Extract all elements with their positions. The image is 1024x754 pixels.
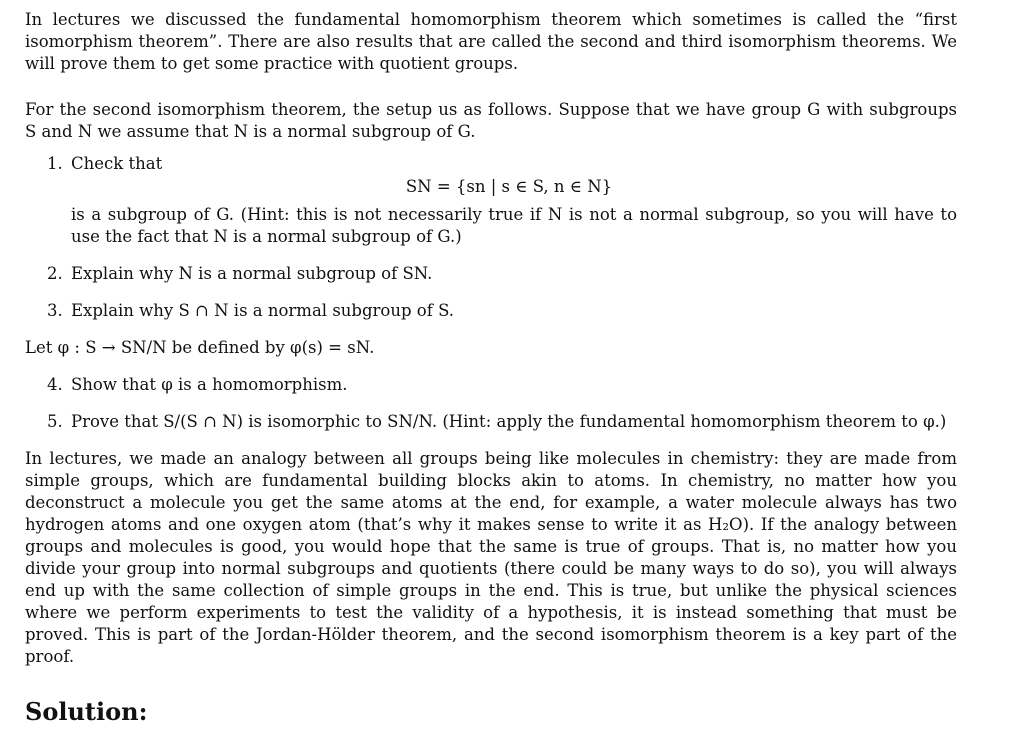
problem-document xyxy=(25,0,957,727)
item-text: Explain why N is a normal subgroup of SN. xyxy=(71,264,433,283)
item-text: Prove that S/(S ∩ N) is isomorphic to SN/N. (Hint: apply the fundamental homomorphism theorem to φ.) xyxy=(71,412,947,431)
list-item xyxy=(25,263,957,285)
item-text: Show that φ is a homomorphism. xyxy=(71,375,348,394)
list-item xyxy=(25,374,957,396)
item-number: 2. xyxy=(47,264,63,283)
list-item xyxy=(25,411,957,433)
map-definition: Let φ : S → SN/N be defined by φ(s) = sN. xyxy=(25,338,375,357)
setup-paragraph: For the second isomorphism theorem, the setup us as follows. Suppose that we have group G with subgroups S and N we assume that N is a normal subgroup of G. xyxy=(25,100,957,141)
item-number: 1. xyxy=(47,154,63,173)
item-number: 5. xyxy=(47,412,63,431)
list-item xyxy=(25,153,957,248)
solution-heading: Solution: xyxy=(25,697,148,726)
item-number: 4. xyxy=(47,375,63,394)
question-list-part-1 xyxy=(25,153,957,322)
item-number: 3. xyxy=(47,301,63,320)
list-item xyxy=(25,300,957,322)
item-text: is a subgroup of G. (Hint: this is not necessarily true if N is not a normal subgroup, so you will have to use the fact that N is a normal subgroup of G.) xyxy=(71,205,957,246)
item-lead: Check that xyxy=(71,154,163,173)
analogy-paragraph: In lectures, we made an analogy between all groups being like molecules in chemistry: they are made from simple groups, which are fundamental building blocks akin to atoms. In chemistry, no matter how you deconstruct a molecule you get the same atoms at the end, for example, a water molecule always has two hydrogen atoms and one oxygen atom (that’s why it makes sense to write it as H₂O). If the analogy between groups and molecules is good, you would hope that the same is true of groups. That is, no matter how you divide your group into normal subgroups and quotients (there could be many ways to do so), you will always end up with the same collection of simple groups in the end. This is true, but unlike the physical sciences where we perform experiments to test the validity of a hypothesis, it is instead something that must be proved. This is part of the Jordan-Hölder theorem, and the second isomorphism theorem is a key part of the proof. xyxy=(25,449,957,666)
intro-paragraph: In lectures we discussed the fundamental homomorphism theorem which sometimes is called the “first isomorphism theorem”. There are also results that are called the second and third isomorphism theorems. We will prove them to get some practice with quotient groups. xyxy=(25,10,957,73)
display-equation: SN = {sn | s ∈ S, n ∈ N} xyxy=(405,177,613,196)
item-text: Explain why S ∩ N is a normal subgroup of S. xyxy=(71,301,455,320)
question-list-part-2 xyxy=(25,374,957,433)
